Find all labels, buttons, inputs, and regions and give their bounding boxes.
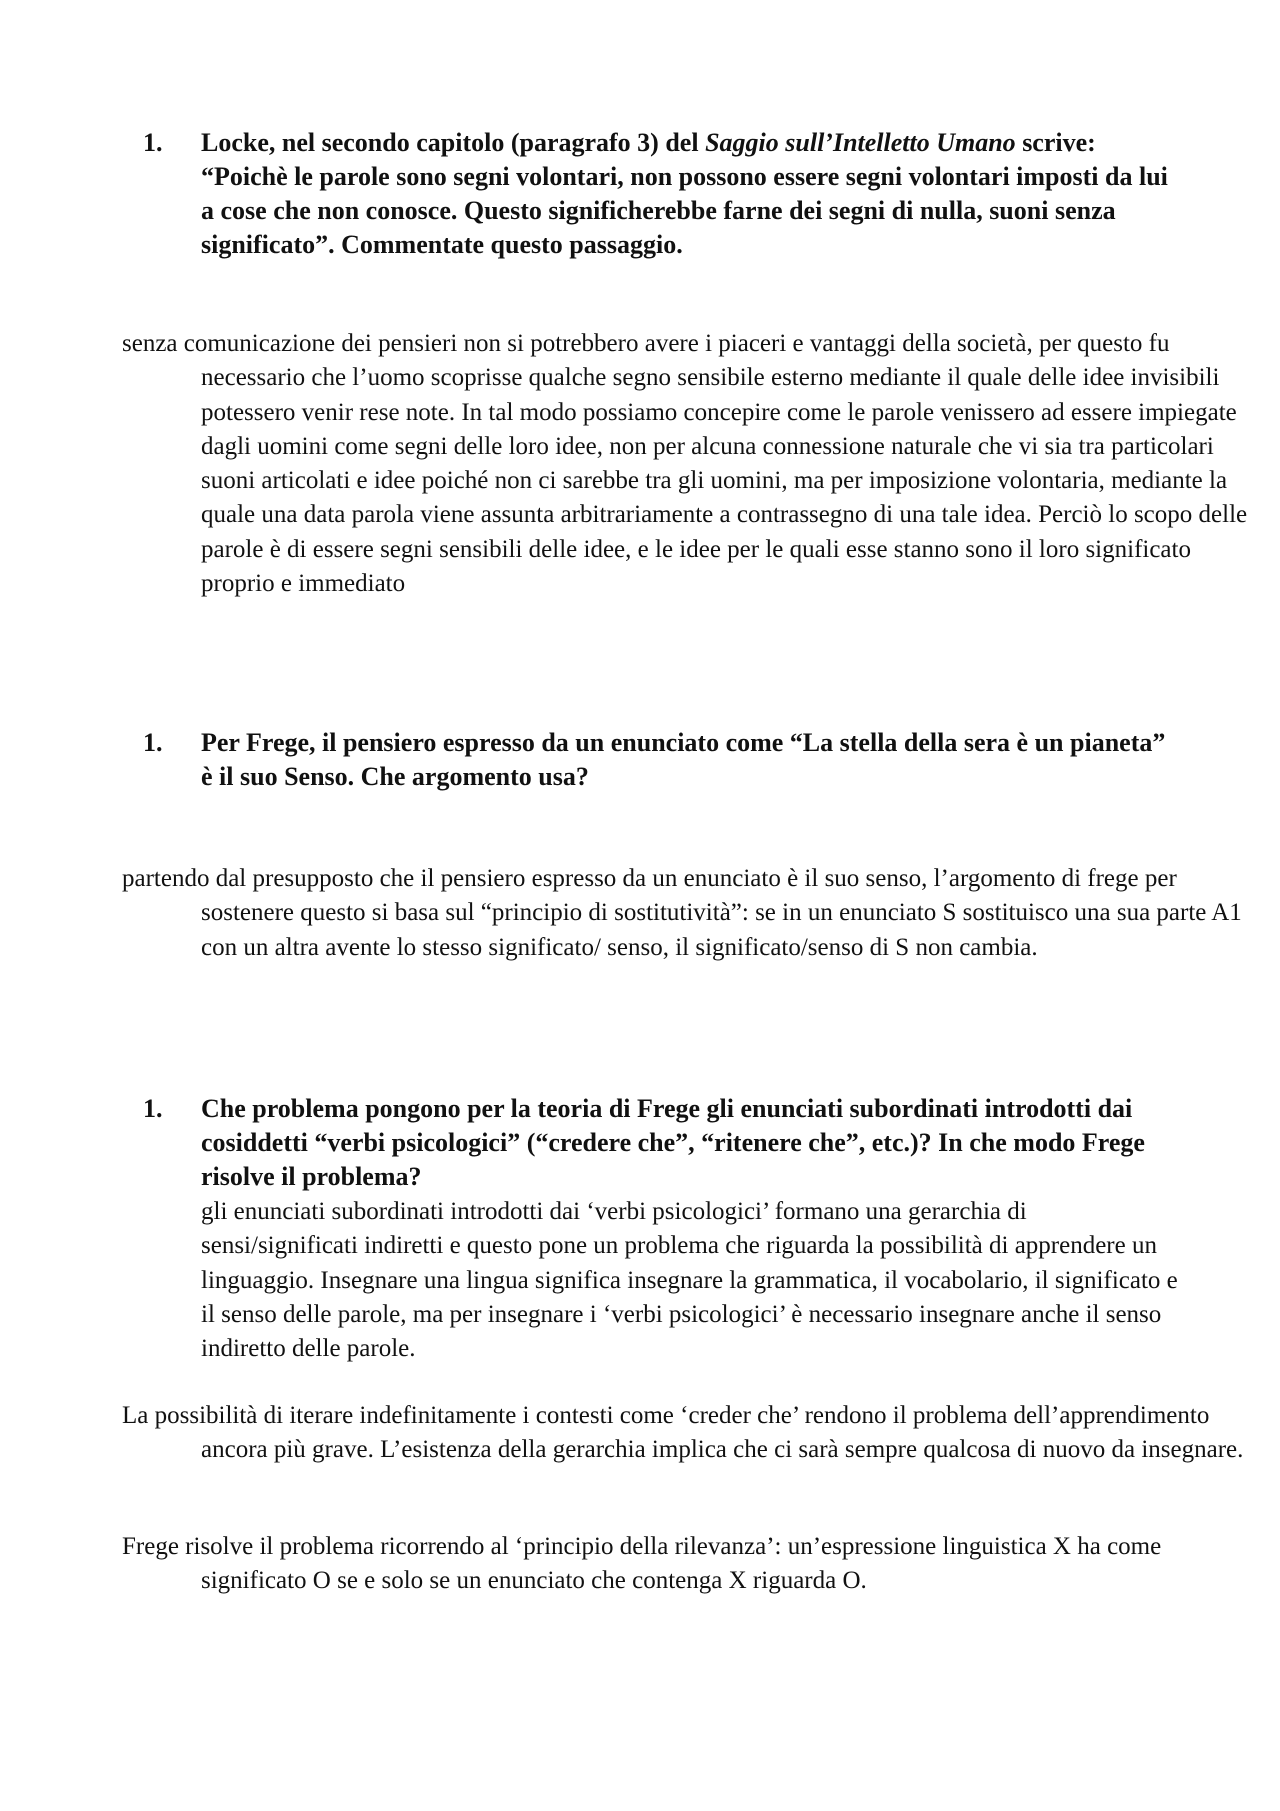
question-1-text-start: Locke, nel secondo capitolo (paragrafo 3) del [201, 128, 706, 157]
question-2 [143, 726, 1183, 794]
question-1-number: 1. [143, 128, 163, 157]
question-1 [143, 126, 1183, 262]
question-2-number: 1. [143, 728, 163, 757]
question-3 [143, 1092, 1183, 1194]
book-title: Saggio sull’Intelletto Umano [705, 128, 1016, 157]
answer-3-part-2: La possibilità di iterare indefinitamente i contesti come ‘creder che’ rendono il problema dell’apprendimento ancora più grave. L’esistenza della gerarchia implica che ci sarà sempre qualcosa di nuovo da insegnare. [122, 1402, 1244, 1464]
answer-3-part-1: gli enunciati subordinati introdotti dai ‘verbi psicologici’ formano una gerarchia di sensi/significati indiretti e questo pone un problema che riguarda la possibilità di apprendere un linguaggio. Insegnare una lingua significa insegnare la grammatica, il vocabolario, il significato e il senso delle parole, ma per insegnare i ‘verbi psicologici’ è necessario insegnare anche il senso indiretto delle parole. [201, 1198, 1178, 1363]
question-2-text: Per Frege, il pensiero espresso da un enunciato come “La stella della sera è un pianeta” è il suo Senso. Che argomento usa? [201, 728, 1166, 791]
answer-3-part-3: Frege risolve il problema ricorrendo al ‘principio della rilevanza’: un’espressione linguistica X ha come significato O se e solo se un enunciato che contenga X riguarda O. [122, 1533, 1162, 1595]
question-3-text: Che problema pongono per la teoria di Frege gli enunciati subordinati introdotti dai cosiddetti “verbi psicologici” (“credere che”, “ritenere che”, etc.)? In che modo Frege risolve il problema? [201, 1094, 1145, 1191]
answer-1: senza comunicazione dei pensieri non si potrebbero avere i piaceri e vantaggi della società, per questo fu necessario che l’uomo scoprisse qualche segno sensibile esterno mediante il quale delle idee invisibili potessero venir rese note. In tal modo possiamo concepire come le parole venissero ad essere impiegate dagli uomini come segni delle loro idee, non per alcuna connessione naturale che vi sia tra particolari suoni articolati e idee poiché non ci sarebbe tra gli uomini, ma per imposizione volontaria, mediante la quale una data parola viene assunta arbitrariamente a contrassegno di una tale idea. Perciò lo scopo delle parole è di essere segni sensibili delle idee, e le idee per le quali esse stanno sono il loro significato proprio e immediato [122, 330, 1248, 598]
question-1-text-rest: scrive: “Poichè le parole sono segni volontari, non possono essere segni volontari imposti da lui a cose che non conosce. Questo significherebbe farne dei segni di nulla, suoni senza significato”. Commentate questo passaggio. [201, 128, 1168, 259]
question-3-number: 1. [143, 1094, 163, 1123]
question-1-text [201, 126, 1183, 262]
answer-2: partendo dal presupposto che il pensiero espresso da un enunciato è il suo senso, l’argomento di frege per sostenere questo si basa sul “principio di sostitutività”: se in un enunciato S sostituisco una sua parte A1 con un altra avente lo stesso significato/ senso, il significato/senso di S non cambia. [122, 865, 1242, 961]
